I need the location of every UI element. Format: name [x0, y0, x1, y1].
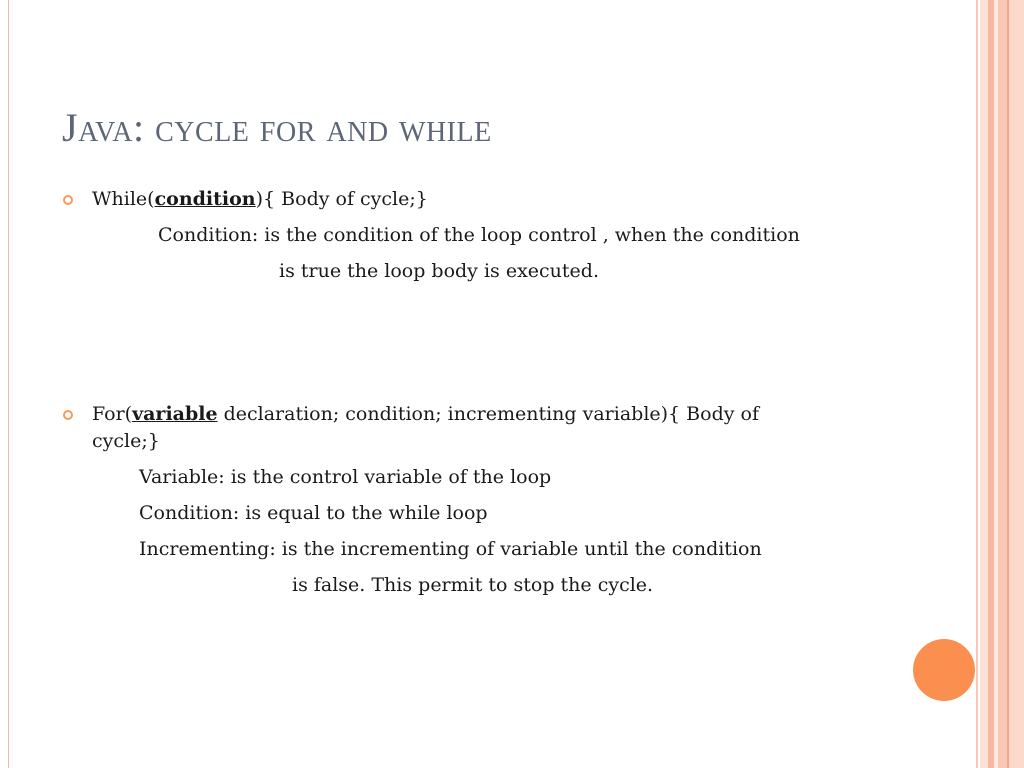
slide-title: Java: cycle for and while — [62, 105, 492, 150]
right-decorative-band — [980, 0, 988, 768]
bullet-ring-icon — [63, 410, 73, 420]
for-keyword-variable: variable — [132, 403, 218, 425]
left-border-line — [8, 0, 9, 768]
while-condition-description: Condition: is the condition of the loop control , when the condition — [158, 224, 800, 246]
for-variable-description: Variable: is the control variable of the loop — [139, 466, 552, 488]
for-incrementing-description: Incrementing: is the incrementing of variable until the condition — [139, 538, 762, 560]
while-prefix: While( — [92, 188, 155, 210]
bullet-for-line — [92, 403, 759, 425]
for-prefix: For( — [92, 403, 133, 425]
right-decorative-band — [976, 0, 978, 768]
bullet-while-line — [92, 188, 428, 210]
right-decorative-band — [1009, 0, 1024, 768]
for-condition-description: Condition: is equal to the while loop — [139, 502, 488, 524]
while-condition-description-continued: is true the loop body is executed. — [279, 260, 599, 282]
right-decorative-band — [998, 0, 1007, 768]
for-incrementing-description-continued: is false. This permit to stop the cycle. — [292, 574, 654, 596]
bullet-ring-icon — [63, 195, 73, 205]
while-keyword-condition: condition — [154, 188, 256, 210]
for-line-continuation: cycle;} — [92, 430, 160, 452]
orange-circle-decoration — [913, 639, 975, 701]
while-suffix: ){ Body of cycle;} — [255, 188, 428, 210]
for-suffix: declaration; condition; incrementing variable){ Body of — [217, 403, 759, 425]
